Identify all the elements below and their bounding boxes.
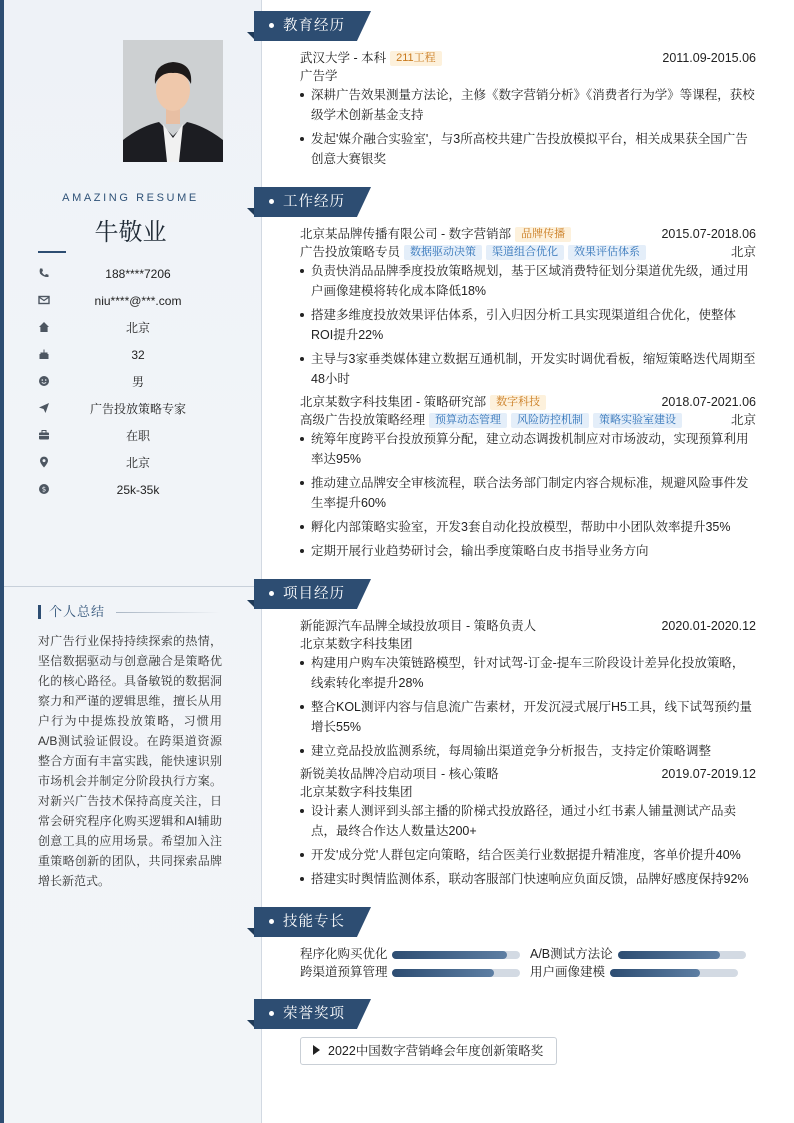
- skill-tag: 数据驱动决策: [404, 245, 482, 260]
- skill-tag: 预算动态管理: [429, 413, 507, 428]
- company-name: 北京某品牌传播有限公司 - 数字营销部: [300, 227, 512, 241]
- project-bullet: 构建用户购车决策链路模型，针对试驾-订金-提车三阶段设计差异化投放策略，线索转化率提升28%: [300, 653, 756, 693]
- skill-tag: 渠道组合优化: [486, 245, 564, 260]
- project-bullet: 整合KOL测评内容与信息流广告素材，开发沉浸式展厅H5工具，线下试驾预约量增长55%: [300, 697, 756, 737]
- education-period: 2011.09-2015.06: [662, 51, 756, 65]
- summary-heading-rule: [116, 612, 220, 613]
- work-bullet: 孵化内部策略实验室，开发3套自动化投放模型，帮助中小团队效率提升35%: [300, 517, 756, 537]
- skill-name: A/B测试方法论: [530, 947, 613, 961]
- skill-tag: 策略实验室建设: [593, 413, 682, 428]
- info-salary: $ 25k-35k: [38, 481, 238, 499]
- skill-level-bar: [610, 969, 738, 977]
- candidate-name: 牛敬业: [94, 218, 167, 246]
- work-period: 2015.07-2018.06: [661, 227, 756, 241]
- project-period: 2019.07-2019.12: [661, 767, 756, 781]
- section-heading-education: 教育经历: [247, 11, 371, 41]
- work-header: [300, 225, 756, 243]
- project-period: 2020.01-2020.12: [661, 619, 756, 633]
- skill-item: [530, 945, 746, 963]
- project-org: 北京某数字科技集团: [300, 785, 413, 799]
- name-underline: [38, 251, 66, 253]
- info-email: niu****@***.com: [38, 292, 238, 310]
- skill-name: 跨渠道预算管理: [300, 965, 388, 979]
- skill-tag: 效果评估体系: [568, 245, 646, 260]
- sidebar-divider: [4, 586, 261, 587]
- summary-text: 对广告行业保持持续探索的热情，坚信数据驱动与创意融合是策略优化的核心路径。具备敏锐的数据洞察力和严谨的逻辑思维，擅长从用户行为中提炼投放策略，习惯用A/B测试验证假设。在跨渠道资源整合方面有丰富实践，能快速识别市场机会并制定分阶段执行方案。对新兴广告技术保持高度关注，日常会研究程序化购买逻辑和AI辅助创意工具的应用场景。希望加入注重策略创新的团队，共同探索品牌增长新范式。: [38, 634, 222, 888]
- work-header: [300, 393, 756, 411]
- section-heading-projects: 项目经历: [247, 579, 371, 609]
- skill-tag: 风险防控机制: [511, 413, 589, 428]
- info-city: 北京: [38, 319, 238, 337]
- section-heading-work: 工作经历: [247, 187, 371, 217]
- work-period: 2018.07-2021.06: [661, 395, 756, 409]
- info-phone: 188****7206: [38, 265, 238, 283]
- project-bullet: 搭建实时舆情监测体系，联动客服部门快速响应负面反馈，品牌好感度保持92%: [300, 869, 756, 889]
- education-major: 广告学: [300, 69, 338, 83]
- company-tag: 数字科技: [490, 395, 546, 410]
- work-city: 北京: [730, 413, 756, 427]
- education-header: [300, 49, 756, 67]
- project-title: 新锐美妆品牌冷启动项目 - 核心策略: [300, 767, 499, 781]
- summary-heading-bar: [38, 605, 41, 619]
- work-bullet: 搭建多维度投放效果评估体系，引入归因分析工具实现渠道组合优化，使整体ROI提升22%: [300, 305, 756, 345]
- company-tag: 品牌传播: [515, 227, 571, 242]
- project-header: [300, 765, 756, 783]
- profile-photo: [123, 40, 223, 162]
- info-position: 广告投放策略专家: [38, 400, 238, 418]
- work-bullet: 推动建立品牌安全审核流程，联合法务部门制定内容合规标准，规避风险事件发生率提升60%: [300, 473, 756, 513]
- job-role: 广告投放策略专员: [300, 245, 401, 259]
- resume-tagline: AMAZING RESUME: [62, 192, 199, 204]
- project-bullet: 开发'成分党'人群包定向策略，结合医美行业数据提升精准度，客单价提升40%: [300, 845, 756, 865]
- work-bullet: 定期开展行业趋势研讨会，输出季度策略白皮书指导业务方向: [300, 541, 756, 561]
- job-role: 高级广告投放策略经理: [300, 413, 426, 427]
- skill-item: [300, 945, 520, 963]
- work-role-row: [300, 411, 756, 429]
- section-heading-skills: 技能专长: [247, 907, 371, 937]
- skill-item: [530, 963, 738, 981]
- education-bullet: 深耕广告效果测量方法论，主修《数字营销分析》《消费者行为学》等课程，获校级学术创新基金支持: [300, 85, 756, 125]
- skill-level-bar: [392, 969, 520, 977]
- skill-name: 程序化购买优化: [300, 947, 388, 961]
- info-gender: 男: [38, 373, 238, 391]
- sidebar: [0, 0, 262, 1123]
- info-age: 32: [38, 346, 238, 364]
- skill-item: [300, 963, 520, 981]
- info-status: 在职: [38, 427, 238, 445]
- project-bullet: 建立竞品投放监测系统，每周输出渠道竞争分析报告，支持定价策略调整: [300, 741, 756, 761]
- info-location: 北京: [38, 454, 238, 472]
- sidebar-accent-edge: [0, 0, 4, 1123]
- award-item: 2022中国数字营销峰会年度创新策略奖: [300, 1037, 557, 1065]
- work-bullet: 负责快消品品牌季度投放策略规划，基于区域消费特征划分渠道优先级，通过用户画像建模将转化成本降低18%: [300, 261, 756, 301]
- project-bullet: 设计素人测评到头部主播的阶梯式投放路径，通过小红书素人铺量测试产品卖点，最终合作达人数量达200+: [300, 801, 756, 841]
- work-bullet: 统筹年度跨平台投放预算分配，建立动态调拨机制应对市场波动，实现预算利用率达95%: [300, 429, 756, 469]
- school-name: 武汉大学 - 本科: [300, 51, 387, 65]
- work-role-row: [300, 243, 756, 261]
- project-org: 北京某数字科技集团: [300, 637, 413, 651]
- play-triangle-icon: [313, 1045, 320, 1055]
- work-bullet: 主导与3家垂类媒体建立数据互通机制，开发实时调优看板，缩短策略迭代周期至48小时: [300, 349, 756, 389]
- skill-name: 用户画像建模: [530, 965, 606, 979]
- skill-level-bar: [392, 951, 520, 959]
- work-city: 北京: [730, 245, 756, 259]
- skill-level-bar: [618, 951, 746, 959]
- project-header: [300, 617, 756, 635]
- section-heading-awards: 荣誉奖项: [247, 999, 371, 1029]
- svg-text:$: $: [41, 485, 47, 494]
- company-name: 北京某数字科技集团 - 策略研究部: [300, 395, 487, 409]
- project-title: 新能源汽车品牌全域投放项目 - 策略负责人: [300, 619, 537, 633]
- education-bullet: 发起'媒介融合实验室'，与3所高校共建广告投放模拟平台，相关成果获全国广告创意大赛银奖: [300, 129, 756, 169]
- summary-heading: 个人总结: [38, 603, 228, 621]
- school-tag: 211工程: [390, 51, 442, 66]
